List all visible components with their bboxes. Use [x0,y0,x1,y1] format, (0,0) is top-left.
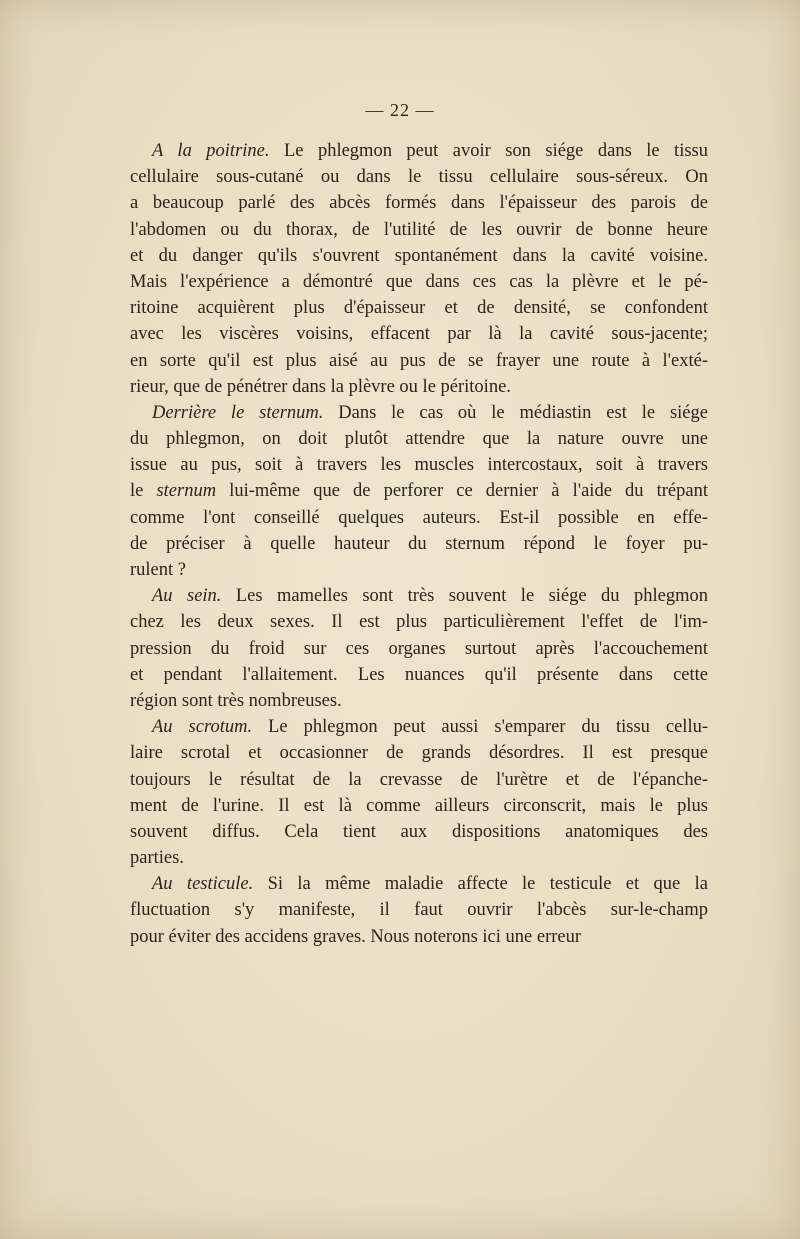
page-number: — 22 — [365,100,435,120]
paragraph [130,400,708,583]
italic-heading: Derrière le sternum. [152,402,324,423]
line-text: chez les deux sexes. Il est plus particulièrement l'effet de l'im- [130,612,708,633]
text-line [130,557,708,583]
line-text: pression du froid sur ces organes surtout après l'accouchement [130,638,708,659]
line-text: en sorte qu'il est plus aisé au pus de se frayer une route à l'exté- [130,350,708,371]
text-line [130,400,708,426]
italic-heading: A la poitrine. [152,141,270,161]
italic-heading: Au testicule. [152,874,254,895]
italic-heading: Au sein. [152,586,222,607]
text-line [130,819,708,845]
line-text: ritoine acquièrent plus d'épaisseur et de densité, se confondent [130,298,708,319]
text-line [130,295,708,321]
paragraph [130,138,708,400]
line-text: avec les viscères voisins, effacent par là la cavité sous-jacente; [130,324,708,345]
text-line [130,426,708,452]
text-line [130,688,708,714]
text-line [130,217,708,243]
line-text: lui-même que de perforer ce dernier à l'aide du trépant [216,481,708,502]
text-line [130,505,708,531]
line-text: pour éviter des accidens graves. Nous noterons ici une erreur [130,926,582,947]
line-prefix: le [130,481,157,502]
line-text: Dans le cas où le médiastin est le siége [323,402,708,423]
line-text: et du danger qu'ils s'ouvrent spontanément dans la cavité voisine. [130,245,708,266]
line-text: a beaucoup parlé des abcès formés dans l'épaisseur des parois de [130,193,708,214]
text-line [130,374,708,400]
text-line [130,767,708,793]
line-text: de préciser à quelle hauteur du sternum répond le foyer pu- [130,533,708,554]
line-text: rulent ? [130,560,186,580]
text-line [130,478,708,504]
text-line [130,924,708,950]
line-text: Les mamelles sont très souvent le siége du phlegmon [221,586,708,607]
line-text: Le phlegmon peut avoir son siége dans le tissu [269,141,708,161]
line-text: fluctuation s'y manifeste, il faut ouvrir l'abcès sur-le-champ [130,900,708,921]
text-line [130,871,708,897]
text-line [130,138,708,164]
line-text: et pendant l'allaitement. Les nuances qu'il présente dans cette [130,664,708,685]
text-line [130,452,708,478]
paragraph [130,583,708,714]
line-text: Le phlegmon peut aussi s'emparer du tissu cellu- [252,717,708,738]
text-line [130,662,708,688]
line-text: issue au pus, soit à travers les muscles intercostaux, soit à travers [130,455,708,476]
text-line [130,348,708,374]
line-text: comme l'ont conseillé quelques auteurs. Est-il possible en effe- [130,507,708,528]
text-line [130,714,708,740]
line-text: ment de l'urine. Il est là comme ailleurs circonscrit, mais le plus [130,795,708,816]
line-text: laire scrotal et occasionner de grands désordres. Il est presque [130,743,708,764]
line-text: cellulaire sous-cutané ou dans le tissu cellulaire sous-séreux. On [130,167,708,188]
line-text: Mais l'expérience a démontré que dans ces cas la plèvre et le pé- [130,271,708,292]
text-line [130,897,708,923]
italic-heading: sternum [156,481,217,502]
text-line [130,190,708,216]
line-text: région sont très nombreuses. [130,690,342,711]
text-line [130,243,708,269]
line-text: souvent diffus. Cela tient aux dispositions anatomiques des [130,821,708,842]
line-text: rieur, que de pénétrer dans la plèvre ou le péritoine. [130,376,511,397]
line-text: parties. [130,848,184,869]
text-line [130,740,708,766]
paragraph [130,871,708,950]
text-line [130,269,708,295]
text-line [130,636,708,662]
text-line [130,583,708,609]
body-text [130,138,708,950]
line-text: toujours le résultat de la crevasse de l'urètre et de l'épanche- [130,769,708,790]
text-line [130,531,708,557]
line-text: Si la même maladie affecte le testicule et que la [253,874,708,895]
text-line [130,845,708,871]
line-text: l'abdomen ou du thorax, de l'utilité de les ouvrir de bonne heure [130,219,708,240]
paragraph [130,714,708,871]
text-line [130,793,708,819]
text-line [130,164,708,190]
text-line [130,609,708,635]
italic-heading: Au scrotum. [152,717,253,738]
line-text: du phlegmon, on doit plutôt attendre que la nature ouvre une [130,429,708,450]
text-line [130,321,708,347]
